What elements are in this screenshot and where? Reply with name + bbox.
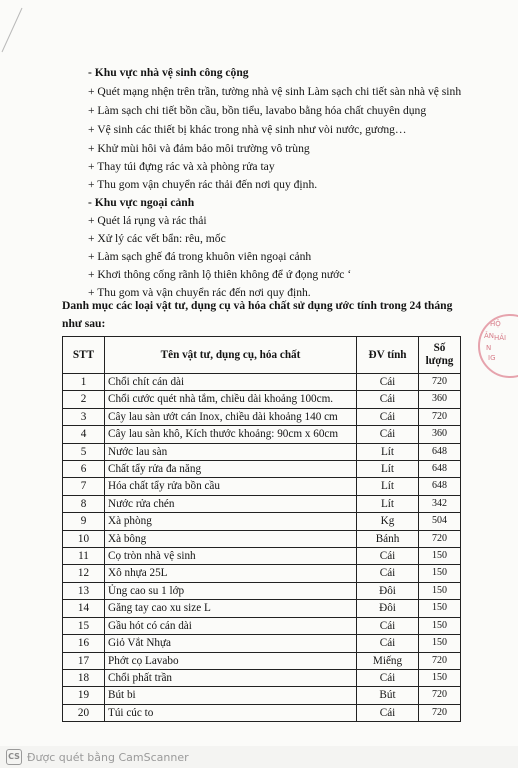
camscanner-icon: CS: [6, 749, 22, 765]
row-quantity: 648: [418, 478, 460, 495]
row-item-name: Chổi cước quét nhà tắm, chiều dài khoảng 100cm.: [105, 391, 357, 408]
header-unit: ĐV tính: [357, 337, 419, 374]
row-stt: 5: [63, 443, 105, 460]
table-intro-line-1: Danh mục các loại vật tư, dụng cụ và hóa chất sử dụng ước tính trong 24 tháng: [62, 299, 453, 312]
row-stt: 3: [63, 408, 105, 425]
row-quantity: 150: [418, 582, 460, 599]
row-stt: 17: [63, 652, 105, 669]
row-quantity: 720: [418, 652, 460, 669]
row-quantity: 648: [418, 443, 460, 460]
table-row: [63, 548, 461, 565]
row-unit: Cái: [357, 548, 419, 565]
row-quantity: 720: [418, 374, 460, 391]
row-item-name: Cây lau sàn khô, Kích thước khoảng: 90cm x 60cm: [105, 426, 357, 443]
row-stt: 1: [63, 374, 105, 391]
table-row: [63, 652, 461, 669]
row-quantity: 360: [418, 426, 460, 443]
row-item-name: Bút bi: [105, 687, 357, 704]
row-item-name: Phớt cọ Lavabo: [105, 652, 357, 669]
footer-text: Được quét bằng CamScanner: [27, 750, 189, 764]
list-item: + Quét lá rụng và rác thải: [88, 214, 207, 227]
row-stt: 10: [63, 530, 105, 547]
section-heading-restroom: - Khu vực nhà vệ sinh công cộng: [88, 66, 249, 79]
row-item-name: Túi cúc to: [105, 704, 357, 721]
list-item: + Xử lý các vết bẩn: rêu, mốc: [88, 232, 226, 245]
header-stt: STT: [63, 337, 105, 374]
row-stt: 9: [63, 513, 105, 530]
table-row: [63, 565, 461, 582]
list-item: + Thu gom và vận chuyển rác đến nơi quy định.: [88, 286, 311, 299]
row-unit: Lít: [357, 443, 419, 460]
table-row: [63, 704, 461, 721]
row-stt: 15: [63, 617, 105, 634]
row-quantity: 150: [418, 565, 460, 582]
row-item-name: Chổi chít cán dài: [105, 374, 357, 391]
table-row: [63, 513, 461, 530]
row-quantity: 360: [418, 391, 460, 408]
stamp-text: HẢI: [494, 334, 507, 342]
row-unit: Cái: [357, 426, 419, 443]
list-item: + Thu gom vận chuyển rác thải đến nơi quy định.: [88, 178, 318, 191]
table-row: [63, 635, 461, 652]
table-body: [63, 374, 461, 722]
list-item: + Làm sạch chi tiết bồn cầu, bồn tiểu, lavabo bằng hóa chất chuyên dụng: [88, 104, 427, 117]
row-stt: 19: [63, 687, 105, 704]
row-quantity: 150: [418, 617, 460, 634]
row-stt: 8: [63, 495, 105, 512]
table-header-row: [63, 337, 461, 374]
red-stamp: [478, 314, 518, 378]
row-unit: Lít: [357, 495, 419, 512]
supplies-table: [62, 336, 461, 722]
row-unit: Cái: [357, 374, 419, 391]
row-stt: 7: [63, 478, 105, 495]
row-quantity: 720: [418, 704, 460, 721]
row-quantity: 720: [418, 687, 460, 704]
row-unit: Lít: [357, 461, 419, 478]
row-stt: 14: [63, 600, 105, 617]
row-stt: 16: [63, 635, 105, 652]
row-item-name: Nước rửa chén: [105, 495, 357, 512]
row-item-name: Hóa chất tẩy rửa bồn cầu: [105, 478, 357, 495]
row-item-name: Xô nhựa 25L: [105, 565, 357, 582]
stamp-text: ẢN: [484, 332, 495, 340]
table-row: [63, 443, 461, 460]
row-unit: Cái: [357, 391, 419, 408]
list-item: + Khử mùi hôi và đảm bảo môi trường vô trùng: [88, 142, 310, 155]
row-item-name: Gầu hót có cán dài: [105, 617, 357, 634]
row-item-name: Chất tẩy rửa đa năng: [105, 461, 357, 478]
row-stt: 18: [63, 669, 105, 686]
row-item-name: Chổi phất trần: [105, 669, 357, 686]
table-row: [63, 669, 461, 686]
row-unit: Cái: [357, 669, 419, 686]
row-quantity: 720: [418, 530, 460, 547]
stamp-text: N: [486, 344, 492, 352]
row-stt: 20: [63, 704, 105, 721]
list-item: + Làm sạch ghế đá trong khuôn viên ngoại cảnh: [88, 250, 312, 263]
row-item-name: Xà bông: [105, 530, 357, 547]
list-item: + Khơi thông cống rãnh lộ thiên không để ứ đọng nước ‘: [88, 268, 352, 281]
table-row: [63, 461, 461, 478]
row-item-name: Nước lau sàn: [105, 443, 357, 460]
row-unit: Cái: [357, 408, 419, 425]
table-row: [63, 408, 461, 425]
row-quantity: 648: [418, 461, 460, 478]
row-item-name: Găng tay cao xu size L: [105, 600, 357, 617]
row-unit: Cái: [357, 617, 419, 634]
table-row: [63, 687, 461, 704]
stamp-text: IG: [488, 354, 496, 362]
row-unit: Cái: [357, 635, 419, 652]
row-item-name: Xà phòng: [105, 513, 357, 530]
section-heading-outdoor: - Khu vực ngoại cảnh: [88, 196, 195, 209]
table-row: [63, 617, 461, 634]
row-quantity: 150: [418, 548, 460, 565]
row-unit: Cái: [357, 704, 419, 721]
table-row: [63, 582, 461, 599]
row-item-name: Cây lau sàn ướt cán Inox, chiều dài khoảng 140 cm: [105, 408, 357, 425]
table-row: [63, 478, 461, 495]
row-item-name: Cọ tròn nhà vệ sinh: [105, 548, 357, 565]
row-item-name: Ủng cao su 1 lớp: [105, 582, 357, 599]
stamp-text: HỘ: [490, 320, 501, 328]
row-quantity: 342: [418, 495, 460, 512]
row-stt: 13: [63, 582, 105, 599]
table-row: [63, 495, 461, 512]
row-unit: Cái: [357, 565, 419, 582]
row-unit: Bánh: [357, 530, 419, 547]
scanner-footer: [0, 746, 518, 768]
row-quantity: 150: [418, 635, 460, 652]
row-item-name: Giỏ Vắt Nhựa: [105, 635, 357, 652]
row-stt: 4: [63, 426, 105, 443]
header-item-name: Tên vật tư, dụng cụ, hóa chất: [105, 337, 357, 374]
row-unit: Bút: [357, 687, 419, 704]
list-item: + Vệ sinh các thiết bị khác trong nhà vệ sinh như vòi nước, gương…: [88, 123, 407, 136]
table-row: [63, 374, 461, 391]
row-stt: 6: [63, 461, 105, 478]
row-stt: 2: [63, 391, 105, 408]
row-quantity: 150: [418, 600, 460, 617]
row-quantity: 504: [418, 513, 460, 530]
row-stt: 11: [63, 548, 105, 565]
corner-pen-mark: [0, 0, 40, 70]
list-item: + Thay túi đựng rác và xà phòng rửa tay: [88, 160, 275, 173]
row-unit: Đôi: [357, 582, 419, 599]
table-row: [63, 391, 461, 408]
table-intro-line-2: như sau:: [62, 317, 106, 330]
table-row: [63, 530, 461, 547]
row-quantity: 720: [418, 408, 460, 425]
row-stt: 12: [63, 565, 105, 582]
row-unit: Lít: [357, 478, 419, 495]
list-item: + Quét mạng nhện trên trần, tường nhà vệ sinh Làm sạch chi tiết sàn nhà vệ sinh: [88, 85, 462, 98]
header-quantity: Số lượng: [418, 337, 460, 374]
row-quantity: 150: [418, 669, 460, 686]
row-unit: Kg: [357, 513, 419, 530]
table-row: [63, 426, 461, 443]
table-row: [63, 600, 461, 617]
row-unit: Miếng: [357, 652, 419, 669]
row-unit: Đôi: [357, 600, 419, 617]
